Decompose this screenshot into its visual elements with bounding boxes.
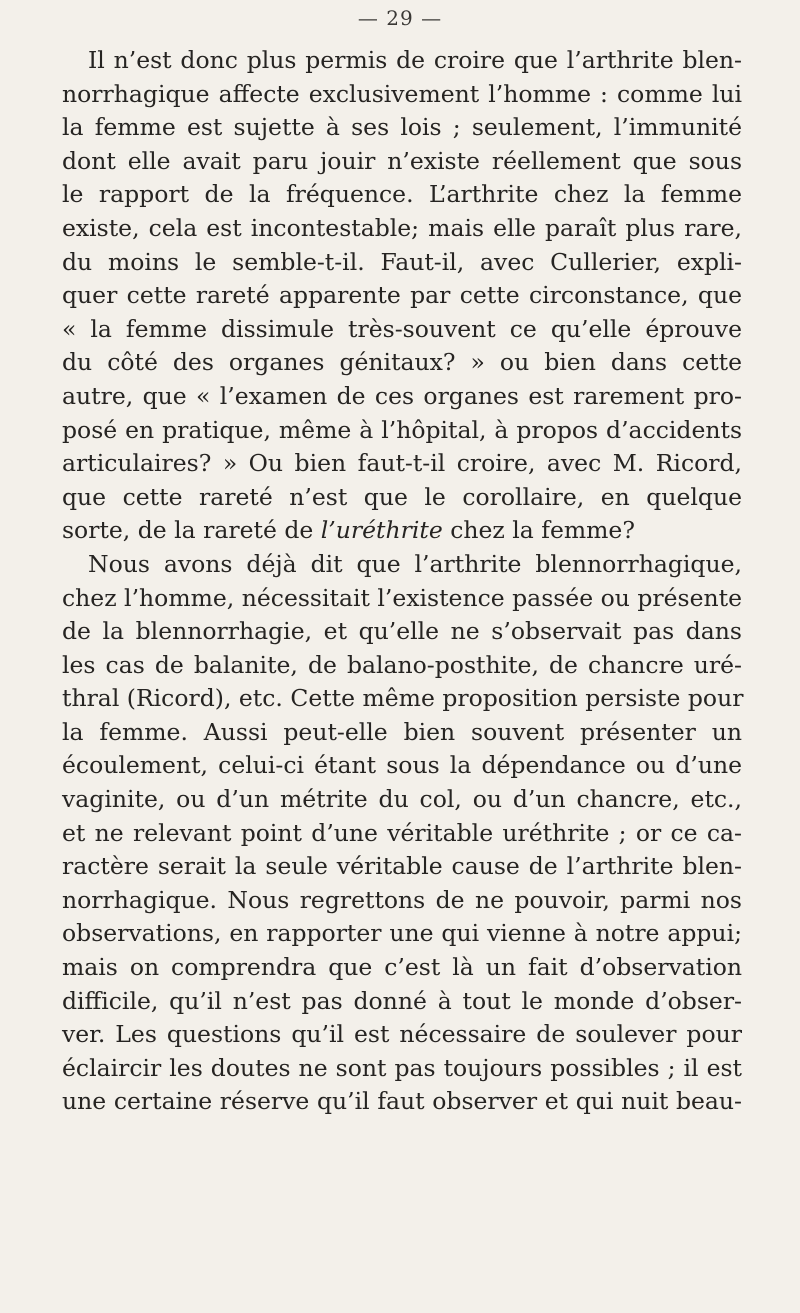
text-line: vaginite, ou d’un métrite du col, ou d’un chancre, etc., — [62, 785, 742, 814]
text-line: thral (Ricord), etc. Cette même proposition persiste pour — [62, 684, 744, 713]
text-line: écoulement, celui-ci étant sous la dépendance ou d’une — [62, 751, 742, 780]
text-line: la femme est sujette à ses lois ; seulement, l’immunité — [62, 113, 742, 142]
text-fragment: sorte, de la rareté de — [62, 516, 321, 545]
text-fragment: chez la femme? — [442, 516, 635, 545]
text-line: dont elle avait paru jouir n’existe réellement que sous — [62, 146, 742, 175]
text-line: norrhagique affecte exclusivement l’homme : comme lui — [62, 79, 742, 108]
text-line: mais on comprendra que c’est là un fait d’observation — [62, 953, 742, 982]
text-line: difficile, qu’il n’est pas donné à tout le monde d’obser- — [62, 986, 742, 1015]
text-line: chez l’homme, nécessitait l’existence passée ou présente — [62, 583, 742, 612]
paragraph-2 — [62, 548, 742, 1119]
text-line: du côté des organes génitaux? » ou bien dans cette — [62, 348, 742, 377]
text-line: posé en pratique, même à l’hôpital, à propos d’accidents — [62, 415, 742, 444]
text-line: autre, que « l’examen de ces organes est rarement pro- — [62, 381, 742, 410]
text-line: de la blennorrhagie, et qu’elle ne s’observait pas dans — [62, 617, 742, 646]
text-line: « la femme dissimule très-souvent ce qu’elle éprouve — [62, 314, 742, 343]
text-line: les cas de balanite, de balano-posthite, de chancre uré- — [62, 650, 742, 679]
text-line: observations, en rapporter une qui vienne à notre appui; — [62, 919, 742, 948]
text-line: norrhagique. Nous regrettons de ne pouvoir, parmi nos — [62, 885, 742, 914]
text-line: la femme. Aussi peut-elle bien souvent présenter un — [62, 717, 742, 746]
text-line-last — [62, 514, 742, 548]
body-text — [62, 44, 742, 1119]
text-line: et ne relevant point d’une véritable uréthrite ; or ce ca- — [62, 818, 742, 847]
italic-term: l’uréthrite — [320, 516, 443, 545]
text-line: que cette rareté n’est que le corollaire, en quelque — [62, 482, 742, 511]
text-line: éclaircir les doutes ne sont pas toujours possibles ; il est — [62, 1053, 742, 1082]
text-line: ver. Les questions qu’il est nécessaire de soulever pour — [62, 1020, 742, 1049]
text-line: le rapport de la fréquence. L’arthrite chez la femme — [62, 180, 742, 209]
page-number: — 29 — — [357, 6, 443, 30]
text-line: quer cette rareté apparente par cette circonstance, que — [62, 281, 742, 310]
text-line: articulaires? » Ou bien faut-t-il croire, avec M. Ricord, — [62, 449, 742, 478]
text-line: une certaine réserve qu’il faut observer et qui nuit beau- — [62, 1087, 742, 1116]
text-line: ractère serait la seule véritable cause de l’arthrite blen- — [62, 852, 742, 881]
paragraph-1 — [62, 44, 742, 548]
text-line: Nous avons déjà dit que l’arthrite blennorrhagique, — [88, 549, 742, 578]
text-line: Il n’est donc plus permis de croire que l’arthrite blen- — [88, 46, 742, 74]
text-line: du moins le semble-t-il. Faut-il, avec Cullerier, expli- — [62, 247, 742, 276]
text-line: existe, cela est incontestable; mais elle paraît plus rare, — [62, 213, 742, 242]
